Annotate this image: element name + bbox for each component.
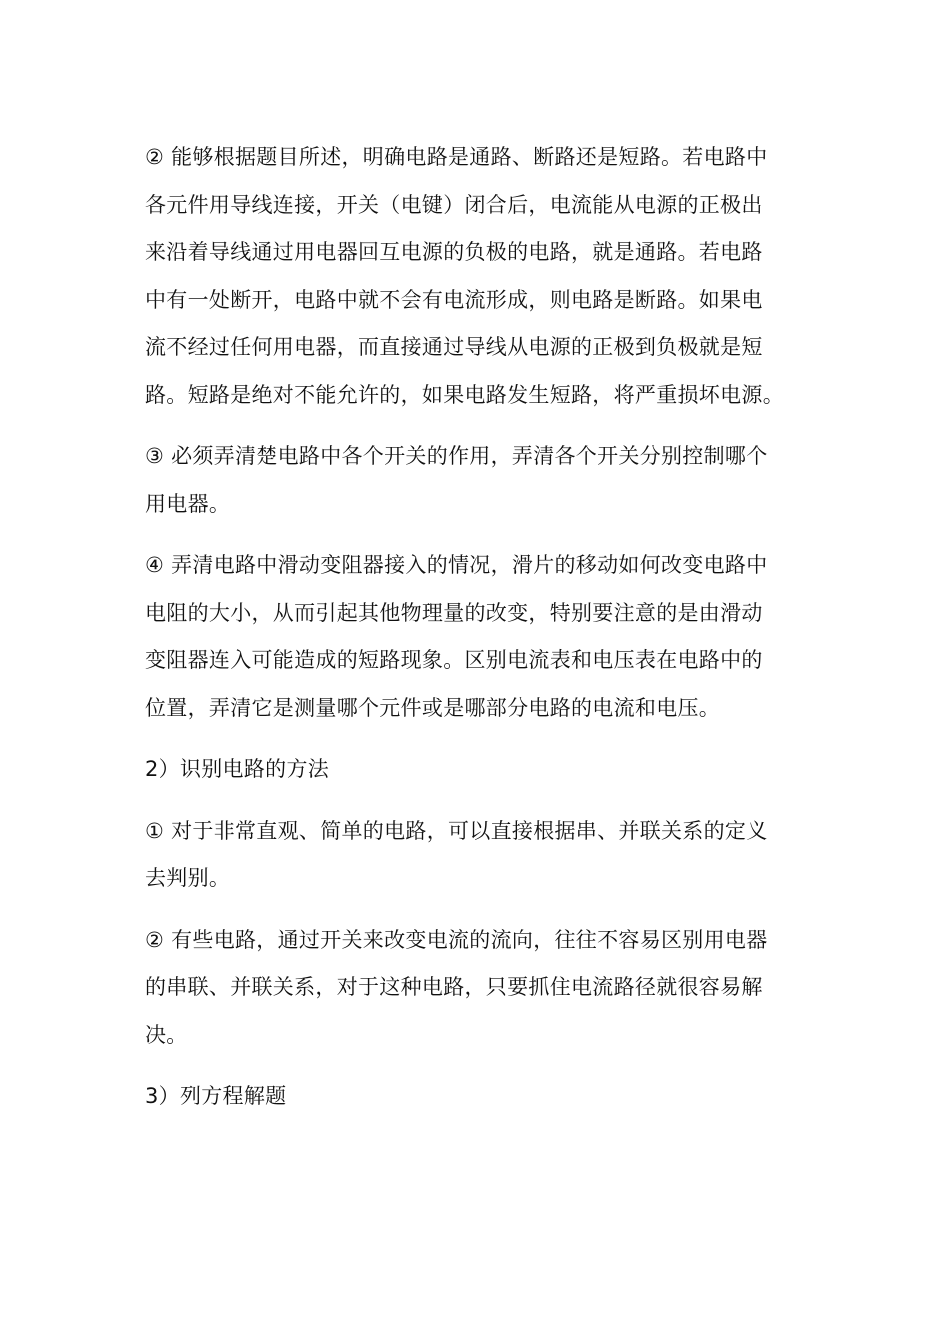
text-line: 各元件用导线连接，开关（电键）闭合后，电流能从电源的正极出: [145, 192, 763, 217]
paragraph-switch-roles: [145, 433, 825, 528]
paragraph-circuit-states: [145, 134, 825, 419]
text-line: ① 对于非常直观、简单的电路，可以直接根据串、并联关系的定义: [145, 818, 768, 843]
text-line: ④ 弄清电路中滑动变阻器接入的情况，滑片的移动如何改变电路中: [145, 553, 768, 577]
text-line: 变阻器连入可能造成的短路现象。区别电流表和电压表在电路中的: [145, 648, 763, 672]
text-line: ③ 必须弄清楚电路中各个开关的作用，弄清各个开关分别控制哪个: [145, 444, 768, 468]
document-body: [145, 134, 825, 1121]
text-line: ② 能够根据题目所述，明确电路是通路、断路还是短路。若电路中: [145, 145, 768, 169]
text-line: 流不经过任何用电器，而直接通过导线从电源的正极到负极就是短: [145, 335, 763, 359]
paragraph-rheostat: [145, 542, 825, 732]
text-line: 2）识别电路的方法: [145, 757, 330, 781]
text-line: 决。: [145, 1022, 188, 1047]
text-line: 用电器。: [145, 491, 231, 516]
paragraph-spacer: [145, 419, 825, 433]
text-line: ② 有些电路，通过开关来改变电流的流向，往往不容易区别用电器: [145, 927, 768, 952]
paragraph-spacer: [145, 794, 825, 808]
text-line: 去判别。: [145, 866, 231, 890]
paragraph-simple-circuits: [145, 808, 825, 903]
text-line: 来沿着导线通过用电器回互电源的负极的电路，就是通路。若电路: [145, 240, 763, 264]
text-line: 路。短路是绝对不能允许的，如果电路发生短路，将严重损坏电源。: [145, 382, 784, 407]
text-line: 3）列方程解题: [145, 1084, 287, 1108]
section-heading-identify-circuits: [145, 746, 825, 794]
text-line: 的串联、并联关系，对于这种电路，只要抓住电流路径就很容易解: [145, 975, 763, 999]
paragraph-spacer: [145, 1059, 825, 1073]
text-line: 位置，弄清它是测量哪个元件或是哪部分电路的电流和电压。: [145, 695, 721, 720]
paragraph-spacer: [145, 528, 825, 542]
text-line: 中有一处断开，电路中就不会有电流形成，则电路是断路。如果电: [145, 287, 763, 312]
section-heading-equations: [145, 1073, 825, 1121]
text-line: 电阻的大小，从而引起其他物理量的改变，特别要注意的是由滑动: [145, 600, 763, 625]
paragraph-current-path: [145, 917, 825, 1060]
paragraph-spacer: [145, 732, 825, 746]
paragraph-spacer: [145, 903, 825, 917]
